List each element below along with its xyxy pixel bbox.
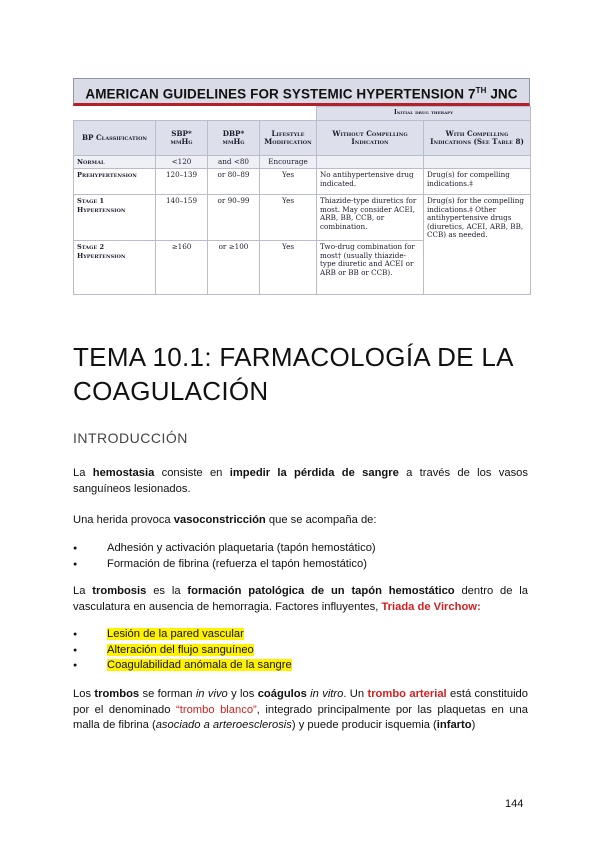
row-dbp: and <80	[208, 156, 260, 169]
col-bp-classification: BP Classification	[74, 121, 156, 156]
table-row	[74, 156, 531, 169]
list-item: Formación de fibrina (refuerza el tapón hemostático)	[107, 557, 367, 570]
row-class: Stage 2 Hypertension	[74, 241, 156, 295]
list-item: Alteración del flujo sanguíneo	[107, 643, 254, 656]
row-without	[317, 156, 424, 169]
row-without: Thiazide-type diuretics for most. May consider ACEI, ARB, BB, CCB, or combination.	[317, 195, 424, 241]
row-sbp: ≥160	[156, 241, 208, 295]
row-dbp: or 90–99	[208, 195, 260, 241]
list-item: Lesión de la pared vascular	[107, 628, 244, 640]
hypertension-guidelines-table-image	[73, 78, 530, 326]
col-with-indications: With Compelling Indications (See Table 8)	[424, 121, 531, 156]
row-lifestyle: Yes	[260, 169, 317, 195]
section-heading: INTRODUCCIÓN	[73, 430, 188, 446]
row-dbp: or ≥100	[208, 241, 260, 295]
row-with: Drug(s) for the compelling indications.‡ Other antihypertensive drugs (diuretics, ACEI, ARB, BB, CCB) as needed.	[424, 195, 531, 295]
table-row	[74, 169, 531, 195]
row-without: No antihypertensive drug indicated.	[317, 169, 424, 195]
guidelines-table	[73, 106, 531, 295]
table-title: AMERICAN GUIDELINES FOR SYSTEMIC HYPERTENSION 7TH JNC	[73, 78, 530, 106]
list-item: Coagulabilidad anómala de la sangre	[107, 659, 292, 671]
paragraph-hemostasia: La hemostasia consiste en impedir la pérdida de sangre a través de los vasos sanguíneos lesionados.	[73, 467, 529, 495]
table-row	[74, 195, 531, 241]
paragraph-trombos: Los trombos se forman in vivo y los coágulos in vitro. Un trombo arterial está constituido por el denominado “trombo blanco”, integrado principalmente por las plaquetas en una malla de fibrina (asociado a arteroesclerosis) y puede producir isquemia (infarto)	[73, 688, 528, 731]
row-lifestyle: Yes	[260, 195, 317, 241]
col-sbp: SBP* mmHg	[156, 121, 208, 156]
row-with	[424, 156, 531, 169]
bullet-list-virchow	[73, 627, 292, 674]
col-dbp: DBP* mmHg	[208, 121, 260, 156]
page-number: 144	[505, 798, 524, 810]
row-sbp: 120–139	[156, 169, 208, 195]
row-with: Drug(s) for compelling indications.‡	[424, 169, 531, 195]
row-class: Prehypertension	[74, 169, 156, 195]
row-class: Stage 1 Hypertension	[74, 195, 156, 241]
row-sbp: 140–159	[156, 195, 208, 241]
page-title: TEMA 10.1: FARMACOLOGÍA DE LA COAGULACIÓN	[73, 342, 513, 406]
paragraph-trombosis: La trombosis es la formación patológica de un tapón hemostático dentro de la vasculatura en ausencia de hemorragia. Factores influyentes, Triada de Virchow:	[73, 585, 528, 613]
row-class: Normal	[74, 156, 156, 169]
initial-drug-therapy-header: Initial drug therapy	[317, 107, 531, 121]
row-lifestyle: Yes	[260, 241, 317, 295]
row-sbp: <120	[156, 156, 208, 169]
row-lifestyle: Encourage	[260, 156, 317, 169]
row-dbp: or 80–89	[208, 169, 260, 195]
row-without: Two-drug combination for most† (usually thiazide-type diuretic and ACEI or ARB or BB or CCB).	[317, 241, 424, 295]
col-without-indication: Without Compelling Indication	[317, 121, 424, 156]
col-lifestyle: Lifestyle Modification	[260, 121, 317, 156]
virchow-triad-label: Triada de Virchow:	[381, 600, 481, 613]
paragraph-herida: Una herida provoca vasoconstricción que se acompaña de:	[73, 514, 377, 526]
list-item: Adhesión y activación plaquetaria (tapón hemostático)	[107, 542, 376, 554]
bullet-list-hemostasis	[73, 541, 376, 572]
